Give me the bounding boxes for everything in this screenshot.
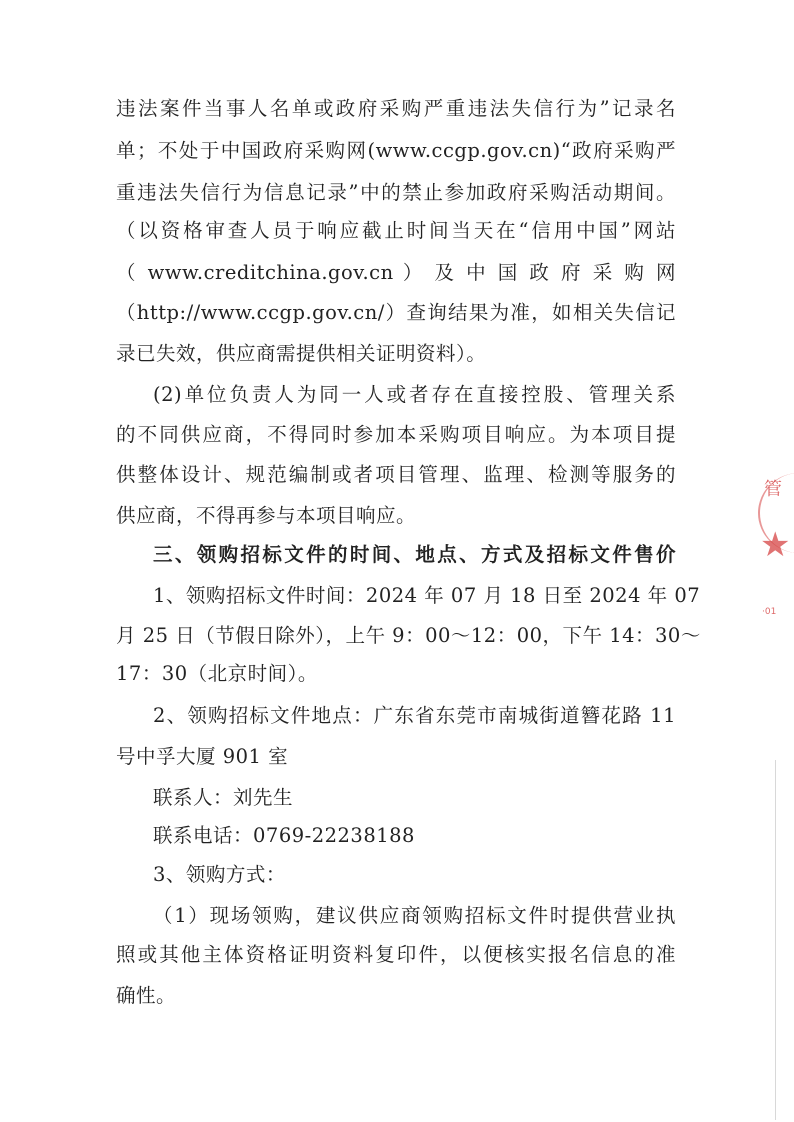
text-line: 17：30（北京时间）。	[116, 662, 318, 685]
seal-number: ·01	[762, 607, 777, 617]
text-line: 录已失效，供应商需提供相关证明资料）。	[116, 342, 487, 365]
text-line: 1、领购招标文件时间：2024 年 07 月 18 日至 2024 年 07	[153, 584, 701, 607]
text-line: 重违法失信行为信息记录”中的禁止参加政府采购活动期间。	[116, 181, 676, 204]
text-line: 的不同供应商，不得同时参加本采购项目响应。为本项目提	[116, 423, 676, 446]
contact-person: 联系人：刘先生	[153, 786, 294, 809]
partial-seal-stamp	[754, 455, 794, 635]
text-line: （http://www.ccgp.gov.cn/）查询结果为准，如相关失信记	[116, 301, 676, 324]
text-line: 号中孚大厦 901 室	[116, 745, 289, 768]
page-edge-divider	[775, 760, 776, 1120]
text-line: 违法案件当事人名单或政府采购严重违法失信行为”记录名	[116, 97, 676, 120]
text-line: （以资格审查人员于响应截止时间当天在“信用中国”网站	[116, 219, 676, 242]
section-heading: 三、领购招标文件的时间、地点、方式及招标文件售价	[153, 543, 676, 566]
text-line: （ www.creditchina.gov.cn ） 及 中 国 政 府 采 购 网	[116, 261, 676, 284]
text-line: （1）现场领购，建议供应商领购招标文件时提供营业执	[153, 904, 676, 927]
text-line: (2)单位负责人为同一人或者存在直接控股、管理关系	[153, 383, 676, 406]
text-line: 2、领购招标文件地点：广东省东莞市南城街道簪花路 11	[153, 704, 676, 727]
text-line: 供应商，不得再参与本项目响应。	[116, 504, 417, 527]
text-line: 单；不处于中国政府采购网(www.ccgp.gov.cn)“政府采购严	[116, 139, 676, 162]
text-line: 供整体设计、规范编制或者项目管理、监理、检测等服务的	[116, 463, 676, 486]
text-line: 3、领购方式：	[153, 863, 286, 886]
text-line: 照或其他主体资格证明资料复印件，以便核实报名信息的准	[116, 943, 676, 966]
text-line: 确性。	[116, 984, 177, 1007]
seal-character: 管	[764, 479, 782, 500]
seal-star-icon: ★	[760, 525, 791, 565]
contact-phone: 联系电话：0769-22238188	[153, 824, 415, 847]
text-line: 月 25 日（节假日除外），上午 9：00～12：00，下午 14：30～	[116, 624, 701, 647]
